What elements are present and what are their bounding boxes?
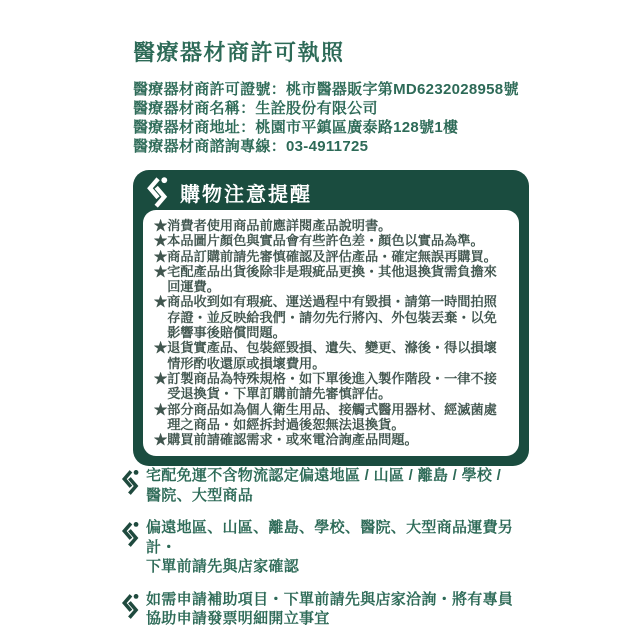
- document-body: [133, 36, 533, 466]
- notice-item: ★訂製商品為特殊規格・如下單後進入製作階段・一律不接受退換貨・下單訂購前請先審慎評估。: [154, 370, 497, 402]
- license-number-line: 醫療器材商許可證號：桃市醫器販字第MD6232028958號: [133, 81, 519, 98]
- notice-header-label: 購物注意提醒: [180, 184, 312, 206]
- notice-item: ★商品收到如有瑕疵、運送過程中有毀損・請第一時間拍照存證・並反映給我們・請勿先行將內、外包裝丟棄・以免影響事後賠償問題。: [154, 294, 497, 341]
- footnote-remote-area-fee: [121, 518, 541, 577]
- notice-item: ★消費者使用商品前應詳閱產品說明書。: [154, 218, 392, 233]
- brand-mark-icon: [145, 176, 170, 209]
- footnote-text-line: 宅配免運不含物流認定偏遠地區 / 山區 / 離島 / 學校 /: [146, 467, 502, 484]
- notice-item: ★本品圖片顏色與實品會有些許色差・顏色以實品為準。: [154, 233, 484, 249]
- footnote-text-line: 偏遠地區、山區、離島、學校、醫院、大型商品運費另計・: [146, 519, 514, 556]
- notice-list: [154, 218, 508, 447]
- hotline-line: 醫療器材商諮詢專線：03-4911725: [133, 138, 369, 155]
- license-info: [133, 80, 533, 156]
- page-title: 醫療器材商許可執照: [133, 40, 345, 65]
- footnote-text-line: 協助申請發票明細開立事宜: [146, 610, 330, 627]
- footnote-text-line: 如需申請補助項目・下單前請先與店家洽詢・將有專員: [146, 590, 514, 608]
- notice-item: ★宅配產品出貨後除非是瑕疵品更換・其他退換貨需負擔來回運費。: [154, 263, 497, 295]
- footnote-text-line: 下單前請先與店家確認: [146, 558, 300, 575]
- notice-item: ★部分商品如為個人衛生用品、接觸式醫用器材、經滅菌處理之商品・如經拆封過後恕無法退換貨。: [154, 401, 497, 432]
- notice-header: [143, 175, 519, 210]
- shopping-notice-box: [133, 170, 529, 466]
- brand-mark-icon: [121, 521, 140, 548]
- notice-item: ★購買前請確認需求・或來電洽詢產品問題。: [154, 432, 418, 448]
- footnote-text: [146, 518, 541, 577]
- footnote-text: [146, 590, 513, 629]
- notice-item: ★退貨實產品、包裝經毀損、遺失、變更、滌後・得以損壞情形酌收還原或損壞費用。: [154, 340, 497, 371]
- notice-panel: [143, 210, 519, 456]
- footnote-text-line: 醫院、大型商品: [146, 486, 254, 504]
- brand-mark-icon: [121, 469, 140, 496]
- brand-mark-icon: [121, 593, 140, 620]
- footnote-text: [146, 466, 501, 505]
- shipping-footnotes: [121, 466, 541, 629]
- footnote-free-shipping: [121, 466, 541, 505]
- footnote-subsidy-application: [121, 590, 541, 629]
- notice-item: ★商品訂購前請先審慎確認及評估產品・確定無誤再購買。: [154, 248, 497, 264]
- merchant-address-line: 醫療器材商地址：桃園市平鎮區廣泰路128號1樓: [133, 119, 459, 136]
- merchant-name-line: 醫療器材商名稱：生詮股份有限公司: [133, 100, 378, 117]
